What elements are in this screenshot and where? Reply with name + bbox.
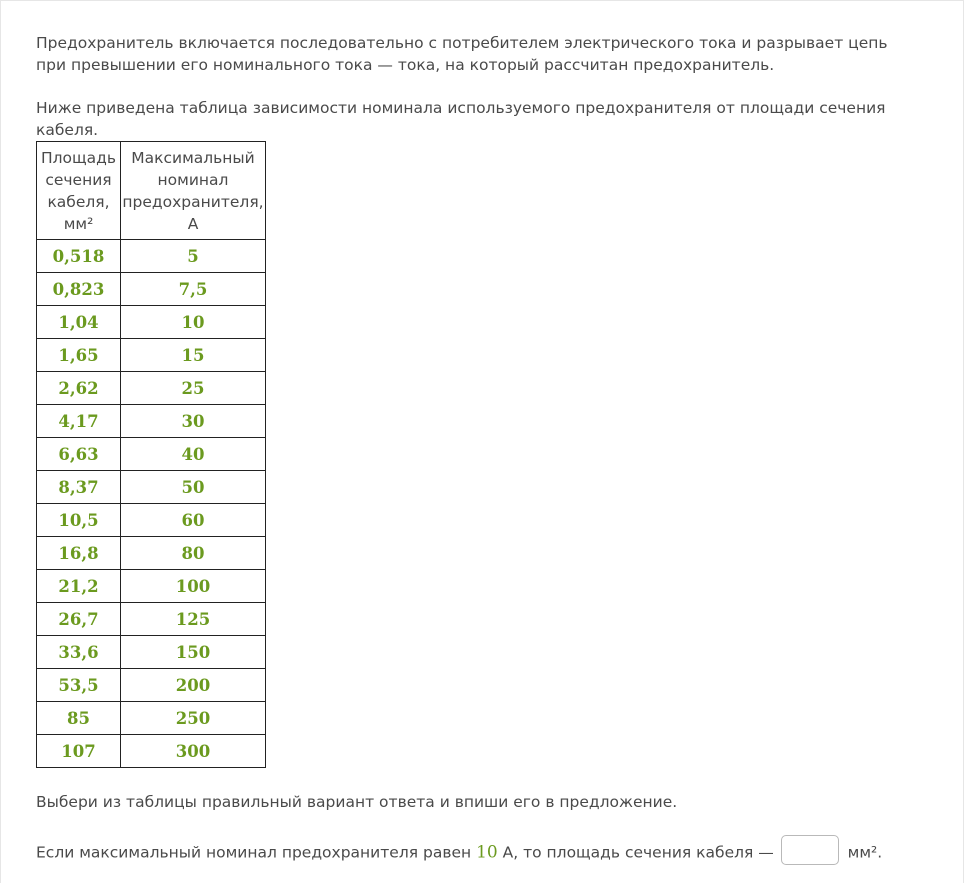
table-row [37,372,266,405]
cell-cross-section: 8,37 [37,471,121,504]
table-row [37,702,266,735]
table-header-row [37,142,266,240]
table-row [37,306,266,339]
cell-max-rating: 100 [121,570,266,603]
header-cross-section: Площадь сечения кабеля, мм² [37,142,121,240]
answer-input[interactable] [781,835,839,865]
table-row [37,504,266,537]
cell-max-rating: 50 [121,471,266,504]
cell-cross-section: 0,518 [37,240,121,273]
table-row [37,339,266,372]
cell-max-rating: 5 [121,240,266,273]
table-row [37,570,266,603]
question-sentence [36,841,936,865]
cell-cross-section: 6,63 [37,438,121,471]
cell-max-rating: 15 [121,339,266,372]
table-row [37,537,266,570]
cell-max-rating: 250 [121,702,266,735]
header-max-rating: Максимальный номинал предохранителя, А [121,142,266,240]
cell-max-rating: 60 [121,504,266,537]
cell-cross-section: 107 [37,735,121,768]
cell-cross-section: 1,65 [37,339,121,372]
table-row [37,735,266,768]
table-row [37,471,266,504]
table-row [37,603,266,636]
question-unit: мм². [847,843,883,862]
cell-cross-section: 16,8 [37,537,121,570]
cell-max-rating: 10 [121,306,266,339]
cell-max-rating: 25 [121,372,266,405]
cell-cross-section: 1,04 [37,306,121,339]
instruction-text: Выбери из таблицы правильный вариант ответа и впиши его в предложение. [36,793,678,811]
intro-paragraph: Предохранитель включается последовательно с потребителем электрического тока и разрывает цепь при превышении его номинального тока — тока, на который рассчитан предохранитель. [36,34,888,74]
cell-max-rating: 80 [121,537,266,570]
table-body [37,240,266,768]
table-caption: Ниже приведена таблица зависимости номинала используемого предохранителя от площади сечения кабеля. [36,99,886,139]
cell-max-rating: 300 [121,735,266,768]
table-row [37,669,266,702]
cell-cross-section: 33,6 [37,636,121,669]
table-row [37,438,266,471]
cell-cross-section: 26,7 [37,603,121,636]
cell-cross-section: 0,823 [37,273,121,306]
cell-max-rating: 200 [121,669,266,702]
table-row [37,636,266,669]
question-text-middle: А, то площадь сечения кабеля — [502,843,774,862]
cell-cross-section: 2,62 [37,372,121,405]
question-text-before: Если максимальный номинал предохранителя равен [36,843,472,862]
cell-cross-section: 4,17 [37,405,121,438]
table-row [37,240,266,273]
cell-max-rating: 40 [121,438,266,471]
question-value: 10 [476,842,498,863]
cell-cross-section: 21,2 [37,570,121,603]
cell-max-rating: 150 [121,636,266,669]
table-row [37,273,266,306]
cell-max-rating: 7,5 [121,273,266,306]
cell-cross-section: 53,5 [37,669,121,702]
cell-max-rating: 30 [121,405,266,438]
cell-max-rating: 125 [121,603,266,636]
cell-cross-section: 10,5 [37,504,121,537]
cell-cross-section: 85 [37,702,121,735]
fuse-table [36,141,266,768]
table-row [37,405,266,438]
